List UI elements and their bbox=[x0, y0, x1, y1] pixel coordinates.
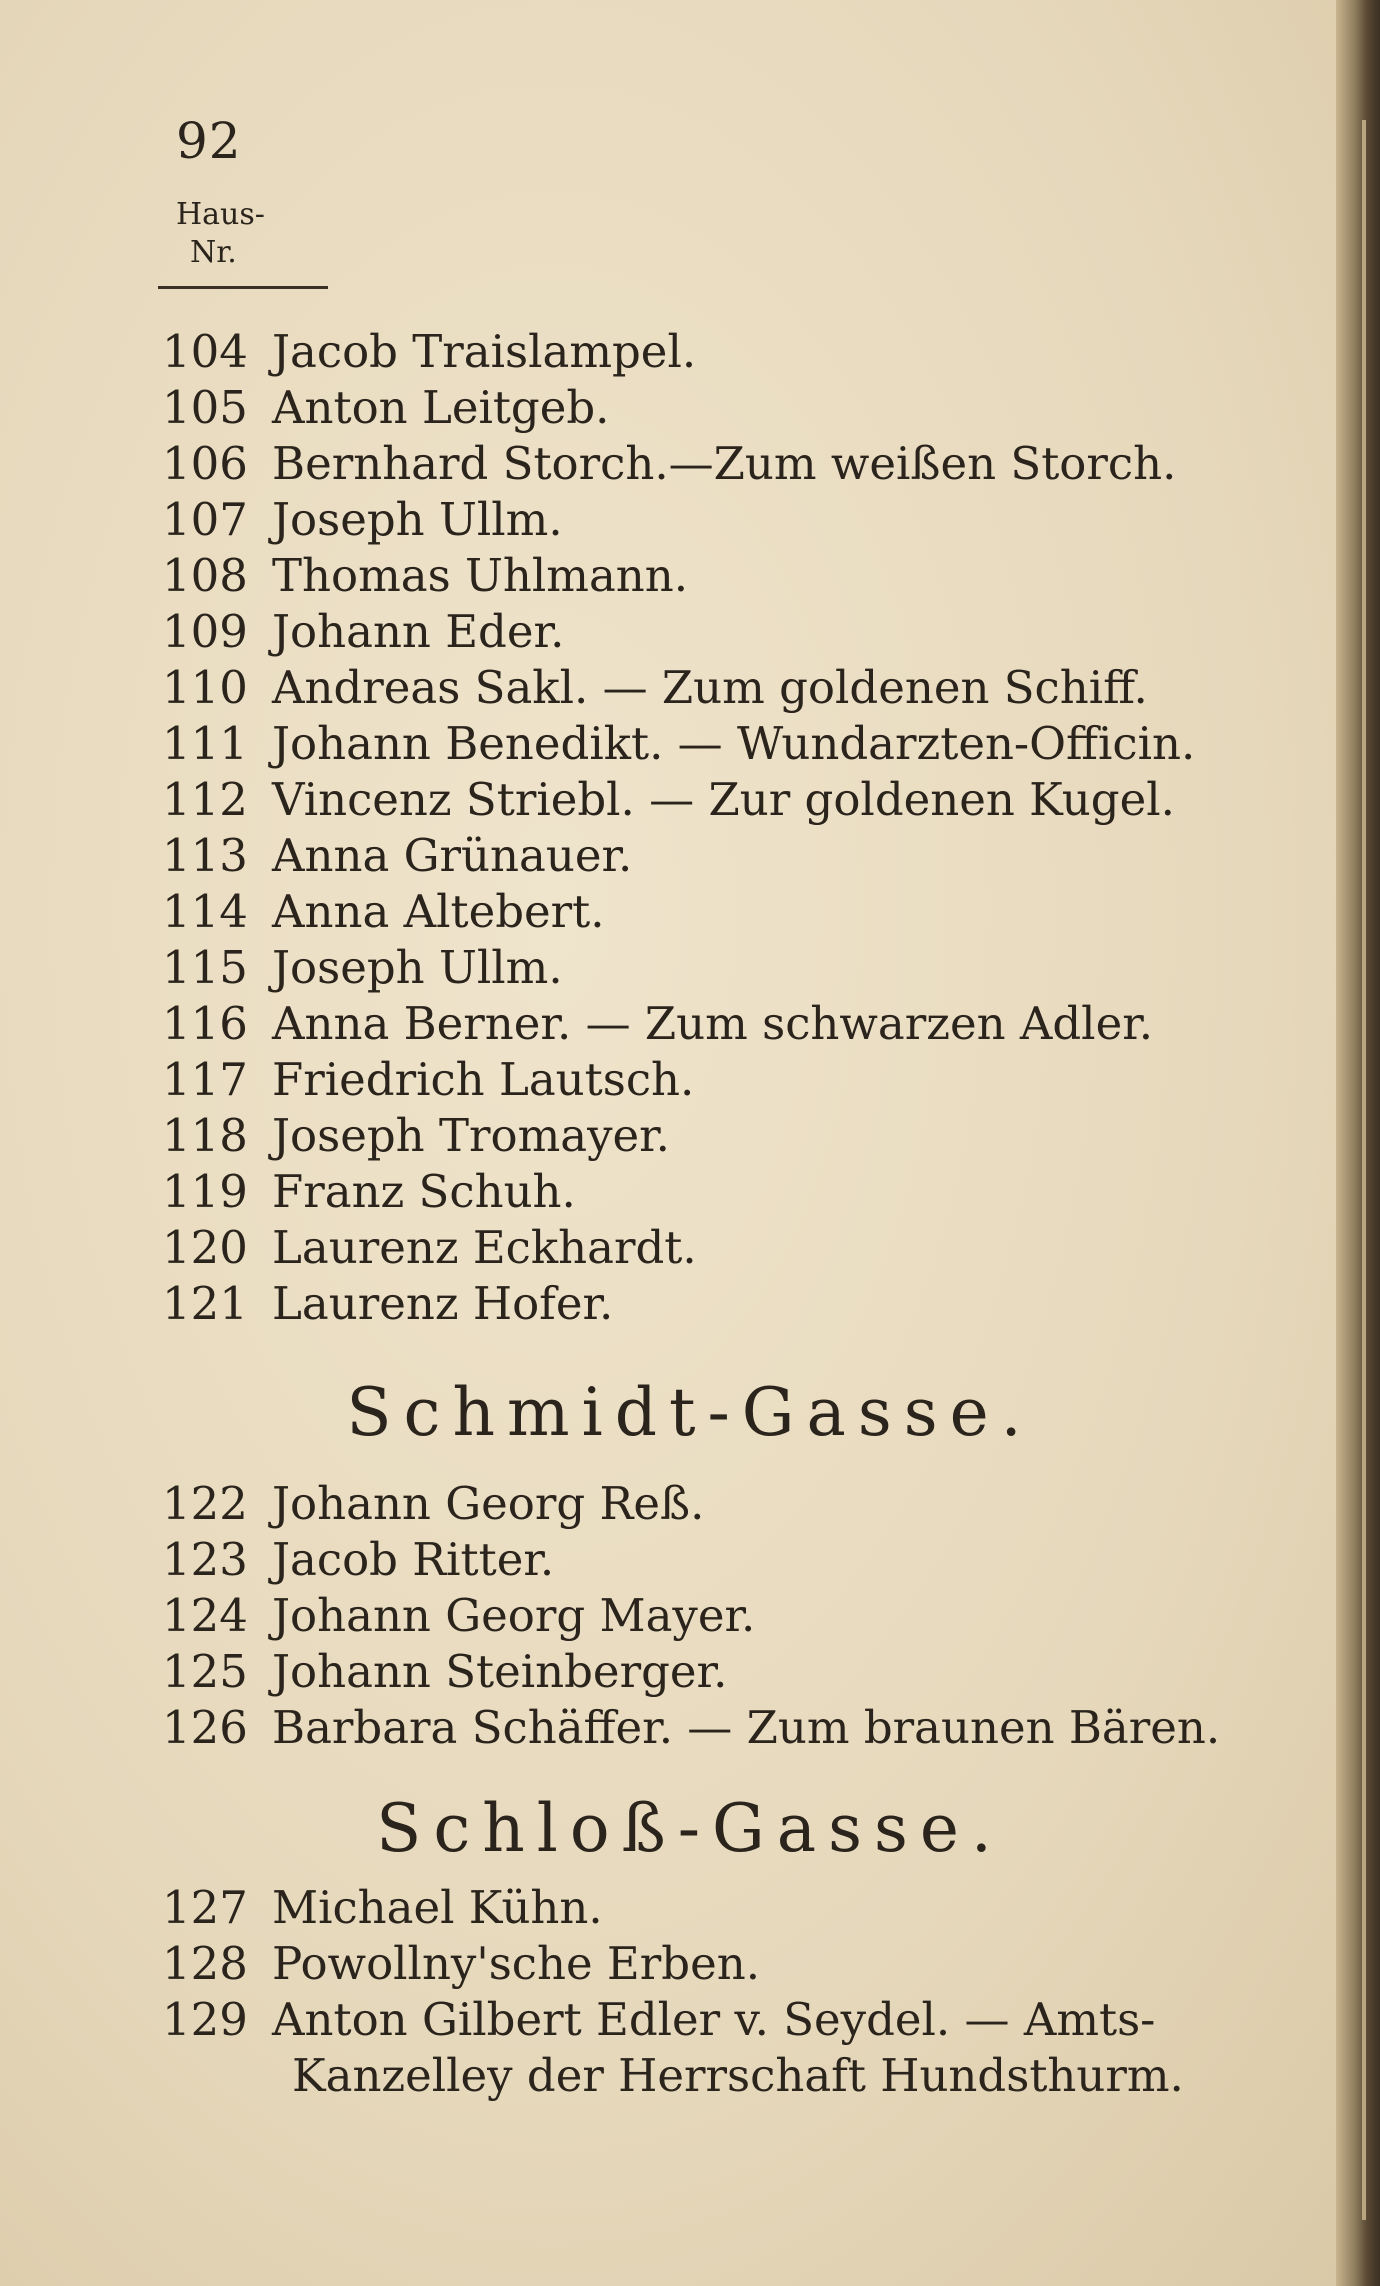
list-item bbox=[0, 1532, 1320, 1588]
house-number: 114 bbox=[162, 885, 248, 938]
house-number: 118 bbox=[162, 1109, 248, 1162]
list-item bbox=[0, 548, 1320, 604]
entry-text: Jacob Traislampel. bbox=[272, 325, 697, 378]
house-number: 129 bbox=[162, 1993, 248, 2046]
house-number: 126 bbox=[162, 1701, 248, 1754]
entry-text: Barbara Schäffer. — Zum braunen Bären. bbox=[272, 1701, 1221, 1754]
list-item bbox=[0, 1700, 1320, 1756]
house-number: 128 bbox=[162, 1937, 248, 1990]
entry-text: Johann Georg Reß. bbox=[272, 1477, 705, 1530]
entry-text: Michael Kühn. bbox=[272, 1881, 603, 1934]
entry-text: Jacob Ritter. bbox=[272, 1533, 555, 1586]
column-header-line2: Nr. bbox=[190, 235, 237, 270]
house-number: 108 bbox=[162, 549, 248, 602]
list-item bbox=[0, 1220, 1320, 1276]
entry-text: Andreas Sakl. — Zum goldenen Schiff. bbox=[272, 661, 1148, 714]
entry-text: Joseph Ullm. bbox=[272, 493, 563, 546]
entry-text: Anna Grünauer. bbox=[272, 829, 633, 882]
entry-text: Joseph Ullm. bbox=[272, 941, 563, 994]
entry-text: Franz Schuh. bbox=[272, 1165, 576, 1218]
entry-text: Johann Georg Mayer. bbox=[272, 1589, 756, 1642]
house-number: 124 bbox=[162, 1589, 248, 1642]
entry-text: Joseph Tromayer. bbox=[272, 1109, 670, 1162]
list-item bbox=[0, 772, 1320, 828]
list-item bbox=[0, 660, 1320, 716]
entry-text: Laurenz Hofer. bbox=[272, 1277, 614, 1330]
column-header-line1: Haus- bbox=[176, 197, 265, 232]
entry-text: Vincenz Striebl. — Zur goldenen Kugel. bbox=[272, 773, 1175, 826]
list-item bbox=[0, 828, 1320, 884]
house-number: 105 bbox=[162, 381, 248, 434]
entries-block-c bbox=[0, 1880, 1320, 2104]
list-item bbox=[0, 1164, 1320, 1220]
list-item bbox=[0, 716, 1320, 772]
list-item bbox=[0, 324, 1320, 380]
house-number: 111 bbox=[162, 717, 248, 770]
house-number: 106 bbox=[162, 437, 248, 490]
house-number: 115 bbox=[162, 941, 248, 994]
house-number: 109 bbox=[162, 605, 248, 658]
list-item bbox=[0, 380, 1320, 436]
entry-text: Anton Gilbert Edler v. Seydel. — Amts- bbox=[272, 1993, 1156, 2046]
entry-text: Friedrich Lautsch. bbox=[272, 1053, 695, 1106]
list-item bbox=[0, 940, 1320, 996]
list-item bbox=[0, 996, 1320, 1052]
house-number: 117 bbox=[162, 1053, 248, 1106]
list-item bbox=[0, 884, 1320, 940]
list-item bbox=[0, 1936, 1320, 1992]
house-number: 113 bbox=[162, 829, 248, 882]
list-item bbox=[0, 1992, 1320, 2048]
entry-text: Laurenz Eckhardt. bbox=[272, 1221, 697, 1274]
entry-text: Anna Berner. — Zum schwarzen Adler. bbox=[272, 997, 1154, 1050]
list-item bbox=[0, 1588, 1320, 1644]
list-item bbox=[0, 1276, 1320, 1332]
list-item bbox=[0, 436, 1320, 492]
entry-text: Bernhard Storch.—Zum weißen Storch. bbox=[272, 437, 1177, 490]
house-number: 112 bbox=[162, 773, 248, 826]
house-number: 120 bbox=[162, 1221, 248, 1274]
house-number: 104 bbox=[162, 325, 248, 378]
house-number: 125 bbox=[162, 1645, 248, 1698]
list-item bbox=[0, 1476, 1320, 1532]
book-gutter bbox=[1336, 0, 1380, 2286]
list-item bbox=[0, 1644, 1320, 1700]
entries-block-a bbox=[0, 324, 1320, 1332]
list-item bbox=[0, 1108, 1320, 1164]
list-item-continuation bbox=[0, 2048, 1320, 2104]
entry-text: Anna Altebert. bbox=[272, 885, 605, 938]
entry-text: Powollny'sche Erben. bbox=[272, 1937, 761, 1990]
entry-text: Johann Steinberger. bbox=[272, 1645, 728, 1698]
house-number: 107 bbox=[162, 493, 248, 546]
house-number: 110 bbox=[162, 661, 248, 714]
house-number: 127 bbox=[162, 1881, 248, 1934]
list-item bbox=[0, 1052, 1320, 1108]
entry-text: Johann Benedikt. — Wundarzten-Officin. bbox=[272, 717, 1196, 770]
page-number: 92 bbox=[176, 112, 242, 170]
house-number: 122 bbox=[162, 1477, 248, 1530]
section-heading-schloss-gasse: Schloß-Gasse. bbox=[376, 1790, 1004, 1867]
house-number: 123 bbox=[162, 1533, 248, 1586]
list-item bbox=[0, 1880, 1320, 1936]
column-header bbox=[176, 196, 265, 272]
entry-text: Thomas Uhlmann. bbox=[272, 549, 689, 602]
entries-block-b bbox=[0, 1476, 1320, 1756]
house-number: 119 bbox=[162, 1165, 248, 1218]
list-item bbox=[0, 604, 1320, 660]
section-heading-schmidt-gasse: Schmidt-Gasse. bbox=[346, 1374, 1034, 1451]
list-item bbox=[0, 492, 1320, 548]
header-rule bbox=[158, 286, 328, 289]
entry-text: Johann Eder. bbox=[272, 605, 565, 658]
entry-text: Kanzelley der Herrschaft Hundsthurm. bbox=[292, 2049, 1184, 2102]
entry-text: Anton Leitgeb. bbox=[272, 381, 610, 434]
house-number: 121 bbox=[162, 1277, 248, 1330]
binding-thread bbox=[1362, 120, 1366, 2220]
house-number: 116 bbox=[162, 997, 248, 1050]
